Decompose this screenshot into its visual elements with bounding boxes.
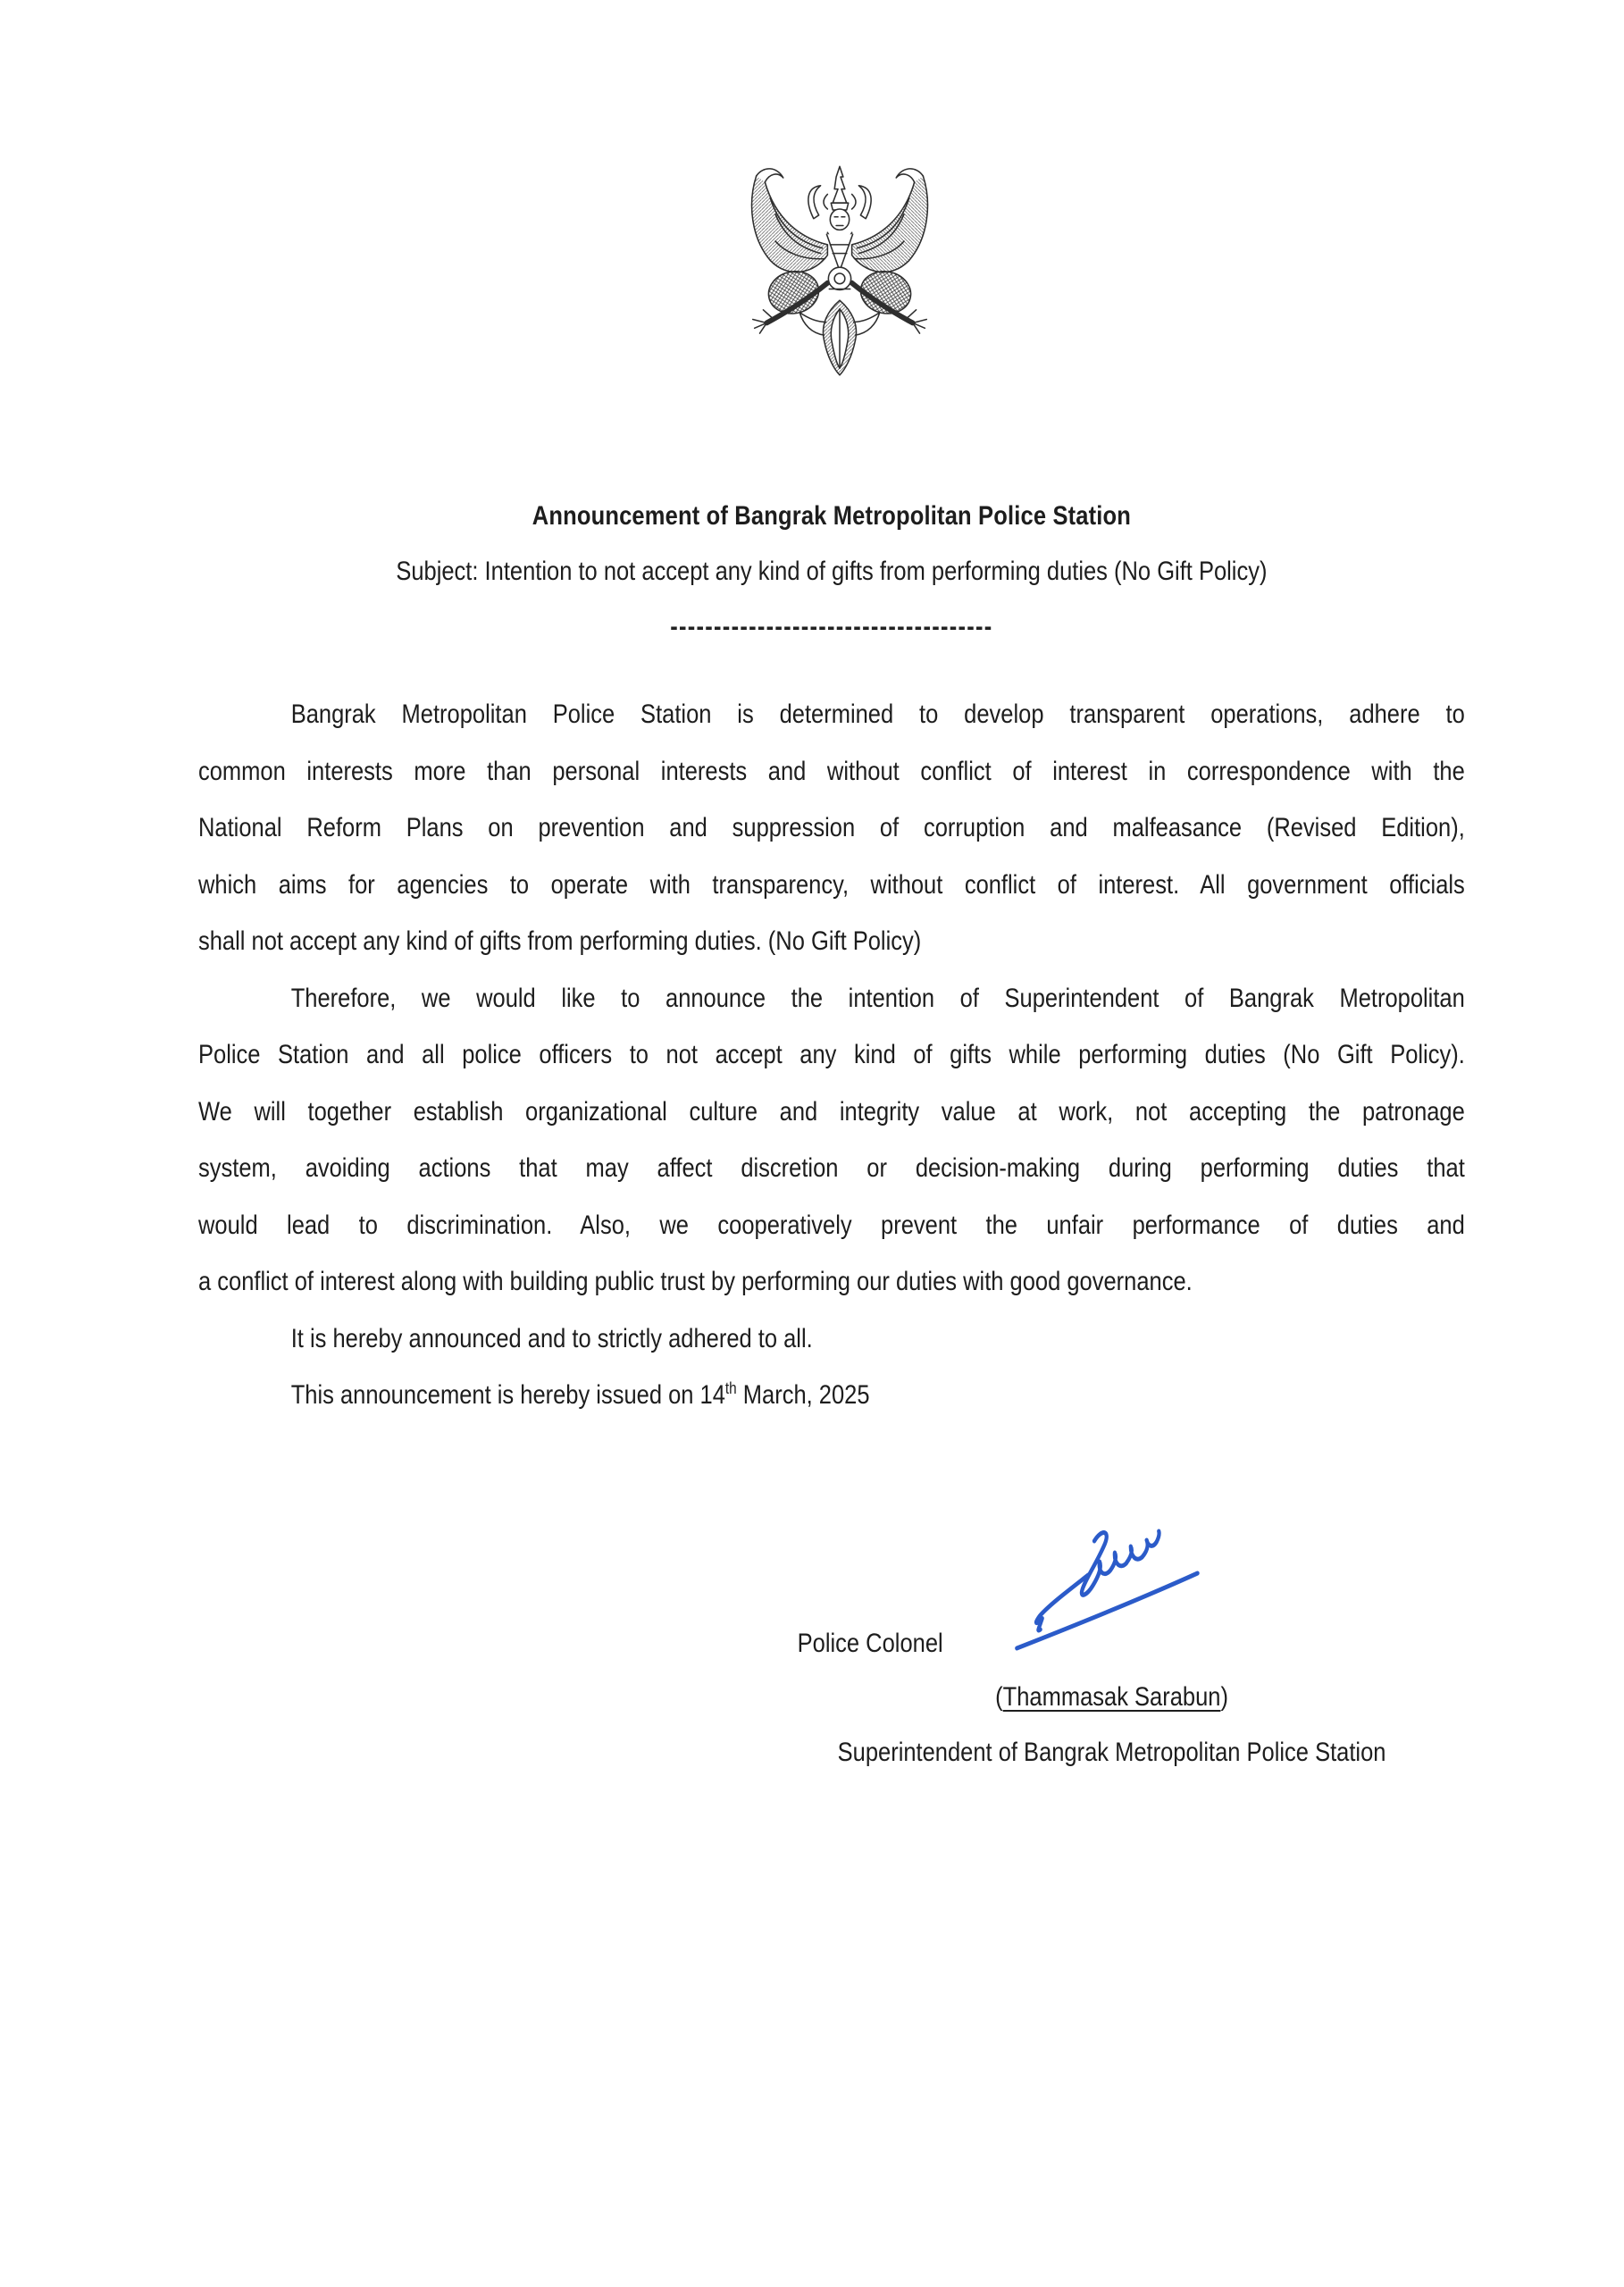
name-paren-open: (: [995, 1682, 1003, 1712]
body-text: [198, 686, 1465, 1424]
body-line: It is hereby announced and to strictly adhered to all.: [290, 1323, 813, 1353]
body-line: shall not accept any kind of gifts from performing duties. (No Gift Policy): [198, 926, 922, 956]
body-line: would lead to discrimination. Also, we cooperatively prevent the unfair performance of duties and: [198, 1210, 1465, 1240]
signatory-name: Thammasak Sarabun: [1002, 1682, 1221, 1712]
content-column: [198, 0, 1465, 2287]
body-line: a conflict of interest along with building public trust by performing our duties with good governance.: [198, 1267, 1193, 1296]
page-title: Announcement of Bangrak Metropolitan Police Station: [532, 501, 1132, 531]
issue-date-before: This announcement is hereby issued on 14: [290, 1380, 725, 1410]
issue-date-after: March, 2025: [736, 1380, 870, 1410]
signature-icon: [994, 1523, 1222, 1662]
body-line: Therefore, we would like to announce the intention of Superintendent of Bangrak Metropolitan: [290, 983, 1465, 1013]
signatory-name-line: [922, 1680, 1302, 1715]
body-lines: [198, 686, 1465, 1367]
name-paren-close: ): [1220, 1682, 1228, 1712]
signature-ink: [994, 1523, 1222, 1662]
body-line: Bangrak Metropolitan Police Station is determined to develop transparent operations, adhere to: [290, 700, 1465, 729]
body-line: common interests more than personal interests and without conflict of interest in correspondence with the: [198, 756, 1465, 786]
signatory-role: Superintendent of Bangrak Metropolitan Police Station: [837, 1738, 1386, 1767]
dashed-separator: -------------------------------------: [670, 612, 993, 641]
signature-strokes: [1017, 1531, 1197, 1648]
issue-date-line: [198, 1367, 1465, 1424]
subject-line: Subject: Intention to not accept any kind of gifts from performing duties (No Gift Policy): [396, 557, 1268, 586]
body-line: which aims for agencies to operate with transparency, without conflict of interest. All government officials: [198, 869, 1465, 900]
document-header: [198, 489, 1465, 655]
body-line: We will together establish organizational culture and integrity value at work, not accepting the patronage: [198, 1096, 1465, 1127]
body-line: system, avoiding actions that may affect discretion or decision-making during performing duties that: [198, 1153, 1465, 1183]
issue-date-superscript: th: [724, 1379, 737, 1397]
body-line: National Reform Plans on prevention and suppression of corruption and malfeasance (Revised Edition),: [198, 813, 1465, 842]
signatory-rank: Police Colonel: [797, 1629, 943, 1658]
body-line: Police Station and all police officers to not accept any kind of gifts while performing duties (No Gift Policy).: [198, 1040, 1465, 1069]
